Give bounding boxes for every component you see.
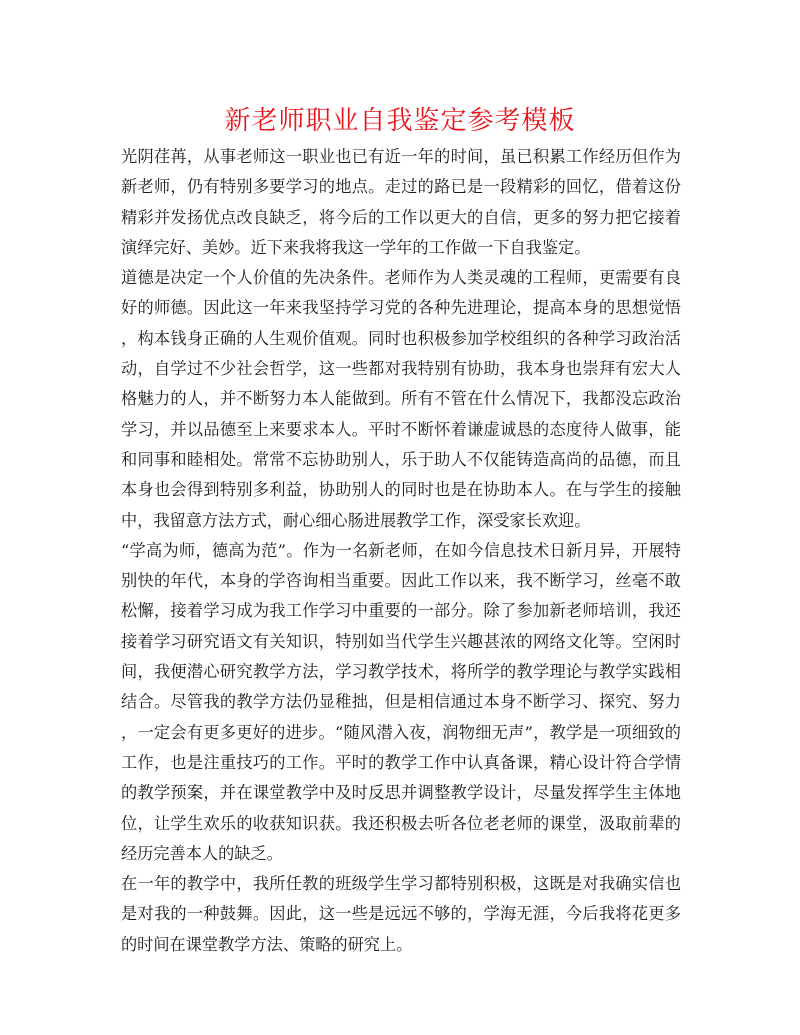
document-title: 新老师职业自我鉴定参考模板 (224, 106, 576, 136)
paragraph-morality: 道德是决定一个人价值的先决条件。老师作为人类灵魂的工程师，更需要有良好的师德。因此这一年来我坚持学习党的各种先进理论，提高本身的思想觉悟，构本钱身正确的人生观价值观。同时也积极参加学校组织的各种学习政治活动，自学过不少社会哲学，这一些都对我特别有协助，我本身也崇拜有宏大人格魅力的人，并不断努力本人能做到。所有不管在什么情况下，我都没忘政治学习，并以品德至上来要求本人。平时不断怀着谦虚诚恳的态度待人做事，能和同事和睦相处。常常不忘协助别人，乐于助人不仅能铸造高尚的品德，而且本身也会得到特别多利益，协助别人的同时也是在协助本人。在与学生的接触中，我留意方法方式，耐心细心肠进展教学工作，深受家长欢迎。 (121, 268, 681, 530)
paragraph-conclusion: 在一年的教学中，我所任教的班级学生学习都特别积极，这既是对我确实信也是对我的一种鼓舞。因此，这一些是远远不够的，学海无涯，今后我将花更多的时间在课堂教学方法、策略的研究上。 (121, 874, 681, 954)
document-body (121, 142, 681, 960)
paragraph-intro: 光阴荏苒，从事老师这一职业也已有近一年的时间，虽已积累工作经历但作为新老师，仍有特别多要学习的地点。走过的路已是一段精彩的回忆，借着这份精彩并发扬优点改良缺乏，将今后的工作以更大的自信，更多的努力把它接着演绎完好、美妙。近下来我将我这一学年的工作做一下自我鉴定。 (121, 147, 681, 257)
paragraph-learning: “学高为师，德高为范”。作为一名新老师，在如今信息技术日新月异，开展特别快的年代，本身的学咨询相当重要。因此工作以来，我不断学习，丝毫不敢松懈，接着学习成为我工作学习中重要的一部分。除了参加新老师培训，我还接着学习研究语文有关知识，特别如当代学生兴趣甚浓的网络文化等。空闲时间，我便潜心研究教学方法，学习教学技术，将所学的教学理论与教学实践相结合。尽管我的教学方法仍显稚拙，但是相信通过本身不断学习、探究、努力，一定会有更多更好的进步。“随风潜入夜，润物细无声”，教学是一项细致的工作，也是注重技巧的工作。平时的教学工作中认真备课，精心设计符合学情的教学预案，并在课堂教学中及时反思并调整教学设计，尽量发挥学生主体地位，让学生欢乐的收获知识获。我还积极去听各位老老师的课堂，汲取前辈的经历完善本人的缺乏。 (121, 540, 681, 863)
